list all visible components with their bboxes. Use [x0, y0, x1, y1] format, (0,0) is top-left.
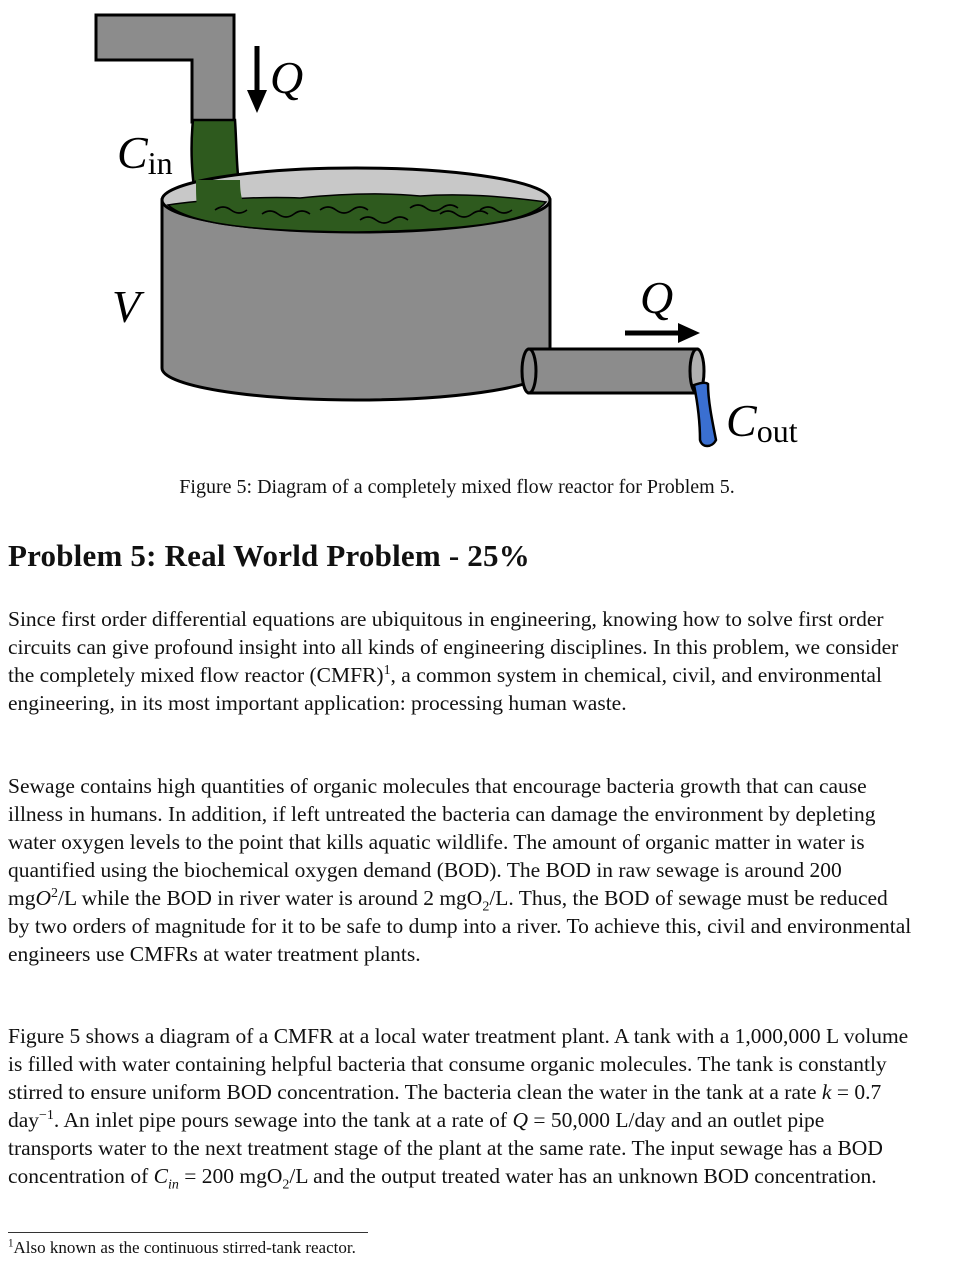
paragraph-sewage: Sewage contains high quantities of organic molecules that encourage bacteria growth that can cause illness in humans. In addition, if left untreated the bacteria can damage the environment by depleting water oxygen levels to the point that kills aquatic wildlife. The amount of organic matter in water is quantified using the biochemical oxygen demand (BOD). The BOD in raw sewage is around 200 mgO$^2$/L while the BOD in river water is around 2 mgO$_2$/L. Thus, the BOD of sewage must be reduced by two orders of magnitude for it to be safe to dump into a river. To achieve this, civil and environmental engineers use CMFRs at water treatment plants. [8, 774, 912, 966]
paragraph-figure-description: Figure 5 shows a diagram of a CMFR at a local water treatment plant. A tank with a 1,000,000 L volume is filled with water containing helpful bacteria that consume organic molecules. The tank is constantly stirred to ensure uniform BOD concentration. The bacteria clean the water in the tank at a rate k = 0.7 day$^{-1}$. An inlet pipe pours sewage into the tank at a rate of Q = 50,000 L/day and an outlet pipe transports water to the next treatment stage of the plant at the same rate. The input sewage has a BOD concentration of $C_{in} = 200$ mgO$_2$/L and the output treated water has an unknown BOD concentration. [8, 1024, 909, 1193]
outflow-stream [694, 383, 716, 446]
label-v: V [112, 281, 141, 332]
outflow-arrow-head [678, 323, 700, 343]
label-q-right: Q [640, 272, 674, 323]
figure-caption: Figure 5: Diagram of a completely mixed flow reactor for Problem 5. [179, 476, 735, 498]
outlet-pipe [529, 349, 697, 393]
paragraph-intro: Since first order differential equations are ubiquitous in engineering, knowing how to solve first order circuits can give profound insight into all kinds of engineering disciplines. In this problem, we consider the completely mixed flow reactor (CMFR)$^1$, a common system in chemical, civil, and environmental engineering, in its most important application: processing human waste. [8, 607, 899, 715]
cmfr-diagram [0, 0, 959, 470]
footnote-ref[interactable]: 1 [383, 662, 391, 678]
label-cin: Cin [117, 127, 173, 181]
footnote: $^1$Also known as the continuous stirred-tank reactor. [8, 1237, 356, 1257]
label-q-top: Q [270, 52, 304, 103]
footnote-rule [8, 1232, 368, 1233]
inflow-arrow-head [247, 90, 267, 113]
problem-heading: Problem 5: Real World Problem - 25% [8, 538, 530, 573]
outlet-pipe-end-left [522, 349, 536, 393]
label-cout: Cout [726, 395, 798, 449]
inlet-pipe [96, 15, 234, 122]
